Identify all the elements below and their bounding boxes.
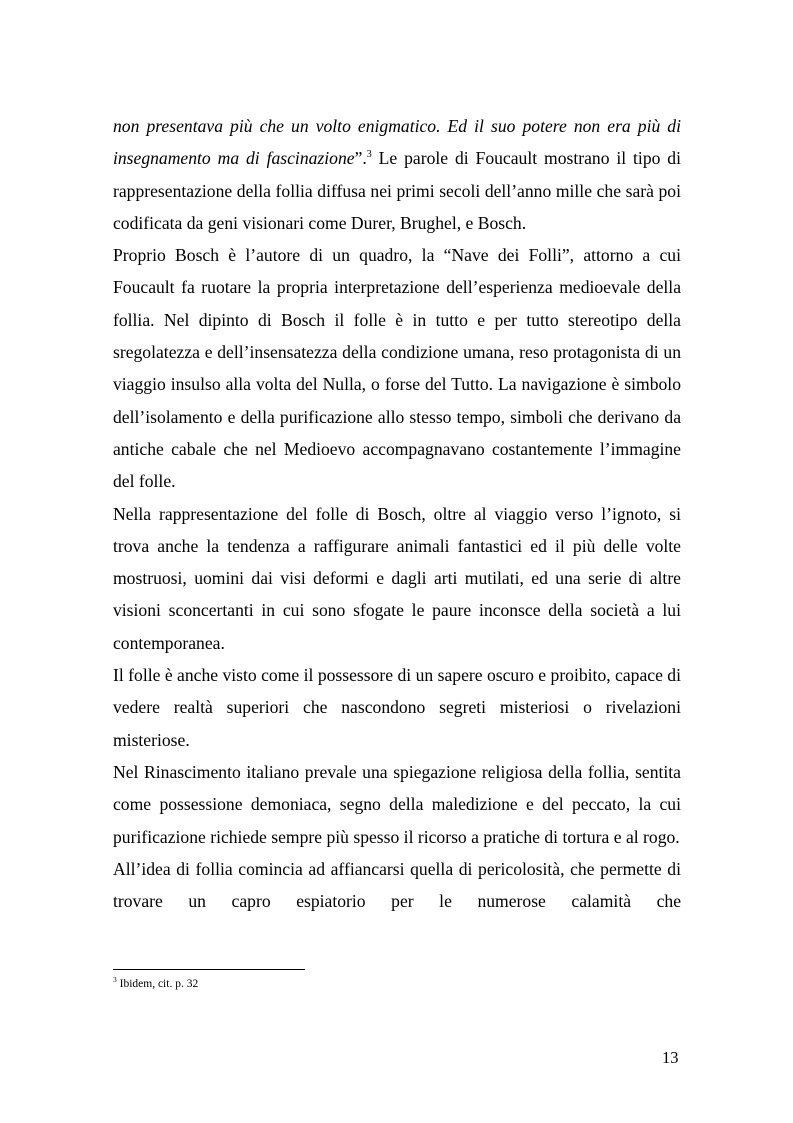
paragraph-1-text: Le parole di Foucault mostrano il tipo di rappresentazione della follia diffusa nei primi secoli dell’anno mille che sarà poi codificata da geni visionari come Durer, Brughel, e Bosch. [113, 148, 681, 233]
paragraph-3: Nella rappresentazione del folle di Bosch, oltre al viaggio verso l’ignoto, si trova anche la tendenza a raffigurare animali fantastici ed il più delle volte mostruosi, uomini dai visi deformi e dagli arti mutilati, ed una serie di altre visioni sconcertanti in cui sono sfogate le paure inconsce della società a lui contemporanea. [113, 503, 681, 653]
paragraph-1 [113, 110, 681, 239]
page-number: 13 [662, 1048, 679, 1067]
footnote-number: 3 [113, 975, 117, 985]
paragraph-4: Il folle è anche visto come il possessore di un sapere oscuro e proibito, capace di vedere realtà superiori che nascondono segreti misteriosi o rivelazioni misteriose. [113, 665, 681, 750]
footnote-divider [113, 969, 305, 970]
body-text [113, 110, 681, 917]
paragraph-5: Nel Rinascimento italiano prevale una spiegazione religiosa della follia, sentita come possessione demoniaca, segno della maledizione e del peccato, la cui purificazione richiede sempre più spesso il ricorso a pratiche di tortura e al rogo. [113, 761, 681, 847]
footnote-ref: 3 [366, 149, 372, 161]
paragraph-6: All’idea di follia comincia ad affiancarsi quella di pericolosità, che permette di trovare un capro espiatorio per le numerose calamità che [113, 858, 681, 912]
quotation-italic: non presentava più che un volto enigmatico. Ed il suo potere non era più di insegnamento ma di fascinazione [113, 116, 681, 169]
footnote [113, 977, 198, 991]
quotation-close: ”. [354, 148, 367, 169]
paragraph-2: Proprio Bosch è l’autore di un quadro, la “Nave dei Folli”, attorno a cui Foucault fa ruotare la propria interpretazione dell’esperienza medioevale della follia. Nel dipinto di Bosch il folle è in tutto e per tutto stereotipo della sregolatezza e dell’insensatezza della condizione umana, reso protagonista di un viaggio insulso alla volta del Nulla, o forse del Tutto. La navigazione è simbolo dell’isolamento e della purificazione allo stesso tempo, simboli che derivano da antiche cabale che nel Medioevo accompagnavano costantemente l’immagine del folle. [113, 245, 681, 492]
footnote-text: Ibidem, cit. p. 32 [116, 978, 199, 990]
